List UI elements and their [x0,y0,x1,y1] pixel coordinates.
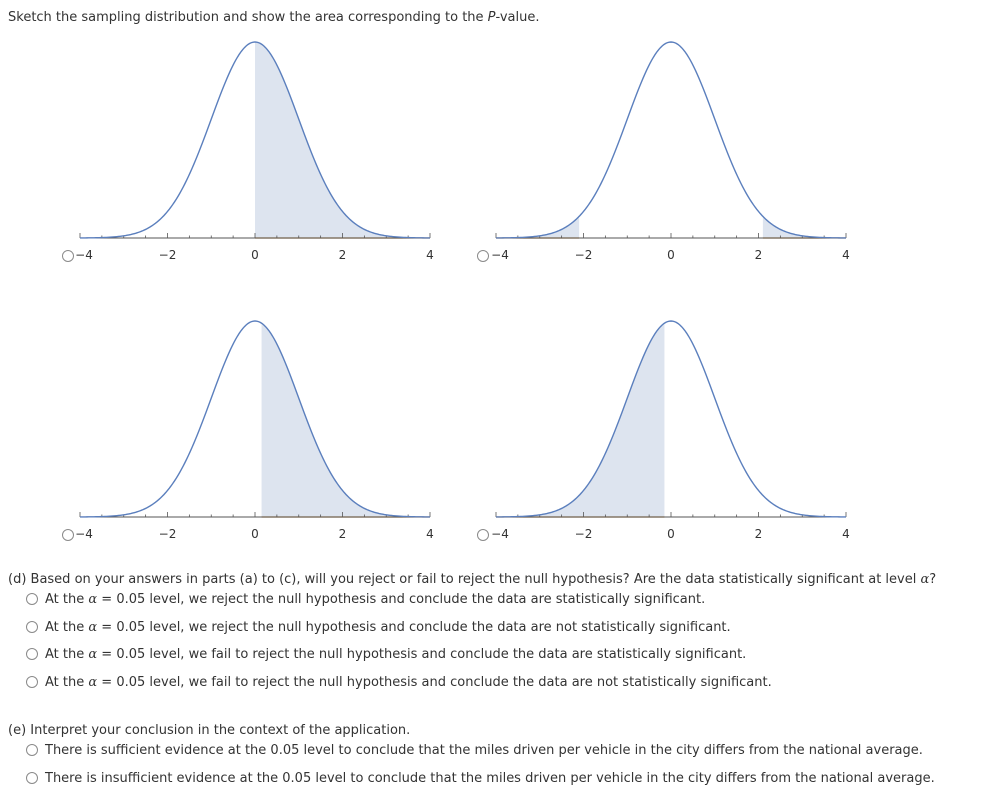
part-d-option-1[interactable] [26,592,705,607]
tick-label: −2 [574,527,593,541]
option-text-pre: At the [45,620,89,635]
shaded-area [262,323,430,517]
part-d-option-4[interactable] [26,675,772,690]
normal-curve-plot-1 [70,30,450,270]
instruction-prefix: Sketch the sampling distribution and show the area corresponding to the [8,10,488,25]
graph-option-2[interactable] [486,30,866,270]
graph-option-1[interactable] [70,30,450,270]
tick-label: 4 [842,248,850,262]
tick-label: 2 [338,527,347,541]
part-d-question-text: (d) Based on your answers in parts (a) to (c), will you reject or fail to reject the null hypothesis? Are the data statistically significant at level [8,572,921,587]
option-text-post: = 0.05 level, we reject the null hypothesis and conclude the data are not statistically significant. [97,620,731,635]
part-e-option-2[interactable] [26,771,935,786]
radio-button[interactable] [26,676,38,688]
part-d-option-3[interactable] [26,647,746,662]
alpha-symbol: α [88,675,98,690]
normal-curve [496,321,846,517]
tick-label: 4 [842,527,850,541]
option-text-pre: At the [45,647,89,662]
instruction-suffix: -value. [495,10,540,25]
shaded-area [255,42,430,238]
tick-label: 2 [754,248,763,262]
part-d-question-end: ? [929,572,937,587]
tick-label: 4 [426,527,434,541]
shaded-area [496,323,664,517]
tick-label: 0 [251,527,259,541]
radio-button[interactable] [26,744,38,756]
normal-curve-plot-4 [486,309,866,549]
tick-label: −4 [75,527,93,541]
tick-label: −2 [158,248,177,262]
graph-option-4[interactable] [486,309,866,549]
part-d-option-2[interactable] [26,620,731,635]
tick-label: 2 [338,248,347,262]
tick-label: 0 [667,248,675,262]
alpha-symbol: α [88,592,98,607]
option-text-post: = 0.05 level, we fail to reject the null hypothesis and conclude the data are statistically significant. [97,647,747,662]
radio-button[interactable] [26,648,38,660]
normal-curve-plot-3 [70,309,450,549]
alpha-symbol: α [920,572,930,587]
tick-label: −2 [158,527,177,541]
option-text-pre: At the [45,592,89,607]
normal-curve-plot-2 [486,30,866,270]
alpha-symbol: α [88,647,98,662]
part-d-question [8,572,936,587]
part-e-option-1[interactable] [26,743,923,758]
tick-label: 2 [754,527,763,541]
tick-label: −4 [491,248,509,262]
instruction-p-italic: P [487,10,496,25]
tick-label: −4 [75,248,93,262]
part-e-question: (e) Interpret your conclusion in the context of the application. [8,723,411,738]
tick-label: 4 [426,248,434,262]
option-text-pre: At the [45,675,89,690]
option-text-post: = 0.05 level, we reject the null hypothesis and conclude the data are statistically significant. [97,592,706,607]
normal-curve [496,42,846,238]
normal-curve [80,321,430,517]
radio-button[interactable] [26,772,38,784]
instruction-text [8,10,539,25]
tick-label: 0 [251,248,259,262]
tick-label: −4 [491,527,509,541]
tick-label: −2 [574,248,593,262]
radio-button[interactable] [26,593,38,605]
graph-option-3[interactable] [70,309,450,549]
tick-label: 0 [667,527,675,541]
alpha-symbol: α [88,620,98,635]
radio-button[interactable] [26,621,38,633]
option-text-post: = 0.05 level, we fail to reject the null hypothesis and conclude the data are not statistically significant. [97,675,772,690]
option-text: There is sufficient evidence at the 0.05 level to conclude that the miles driven per vehicle in the city differs from the national average. [45,743,923,758]
option-text: There is insufficient evidence at the 0.05 level to conclude that the miles driven per vehicle in the city differs from the national average. [45,771,935,786]
